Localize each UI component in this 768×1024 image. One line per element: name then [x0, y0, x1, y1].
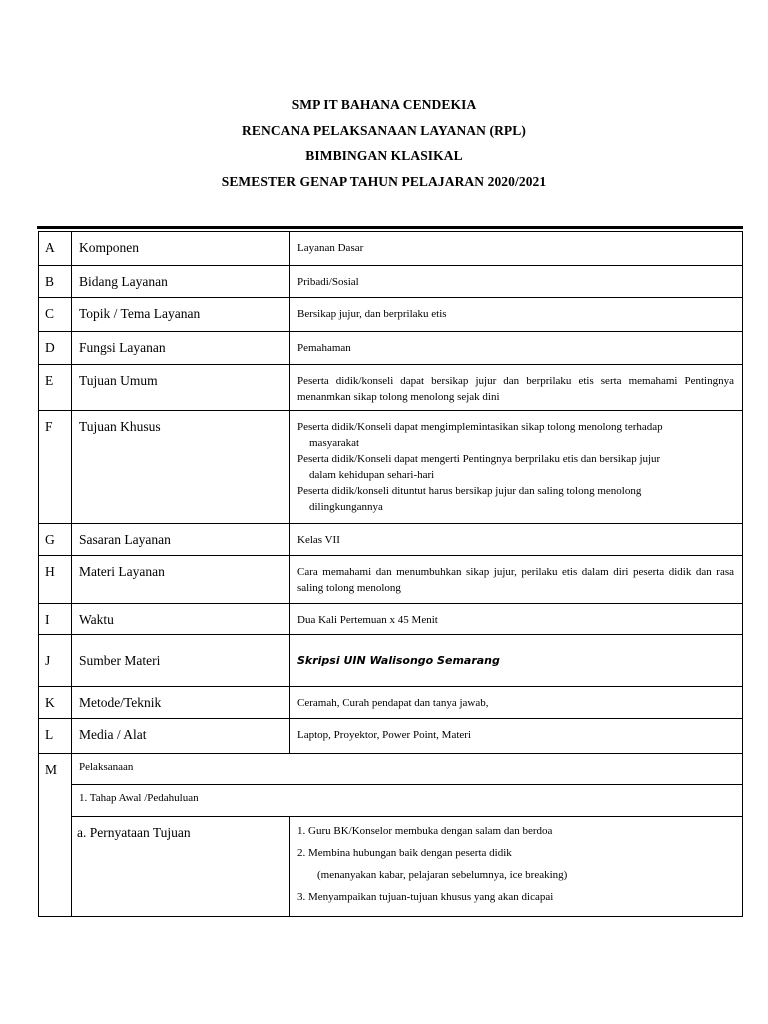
table-row: [39, 754, 743, 785]
row-value: Peserta didik/konseli dapat bersikap jujur dan berprilaku etis serta memahami Pentingnya menanmkan sikap tolong menolong sejak dini: [290, 365, 743, 411]
row-value: Pribadi/Sosial: [290, 266, 743, 298]
row-letter: E: [39, 365, 72, 411]
row-value: Pemahaman: [290, 332, 743, 365]
row-label: Waktu: [72, 604, 290, 635]
list-item: (menanyakan kabar, pelajaran sebelumnya, ice breaking): [317, 869, 568, 881]
list-item: 3. Menyampaikan tujuan-tujuan khusus yang akan dicapai: [297, 891, 554, 903]
row-letter: G: [39, 524, 72, 556]
stage-title: 1. Tahap Awal /Pedahuluan: [72, 785, 743, 817]
row-value: Bersikap jujur, dan berprilaku etis: [290, 298, 743, 332]
list-item: 2. Membina hubungan baik dengan peserta didik: [297, 847, 512, 859]
row-label: Fungsi Layanan: [72, 332, 290, 365]
table-row: [39, 719, 743, 754]
table-row: [39, 524, 743, 556]
rpl-table: [38, 231, 743, 917]
table-row: [39, 232, 743, 266]
row-letter: M: [39, 754, 72, 917]
list-item: 1. Guru BK/Konselor membuka dengan salam dan berdoa: [297, 825, 553, 837]
row-letter: F: [39, 411, 72, 524]
row-value: Cara memahami dan menumbuhkan sikap jujur, perilaku etis dalam diri peserta didik dan rasa saling tolong menolong: [290, 556, 743, 604]
row-letter: D: [39, 332, 72, 365]
row-label: Tujuan Umum: [72, 365, 290, 411]
document-title: RENCANA PELAKSANAAN LAYANAN (RPL): [242, 122, 526, 138]
table-row: [39, 556, 743, 604]
step-list: [290, 817, 743, 917]
row-label: Materi Layanan: [72, 556, 290, 604]
table-row: [39, 266, 743, 298]
semester-line: SEMESTER GENAP TAHUN PELAJARAN 2020/2021: [221, 173, 547, 189]
row-letter: A: [39, 232, 72, 266]
list-item: Peserta didik/Konseli dapat mengimplemintasikan sikap tolong menolong terhadap: [297, 421, 663, 433]
school-name: SMP IT BAHANA CENDEKIA: [291, 97, 477, 112]
table-row: [39, 332, 743, 365]
list-item: masyarakat: [309, 437, 360, 449]
row-label: Sasaran Layanan: [72, 524, 290, 556]
row-value: Skripsi UIN Walisongo Semarang: [290, 635, 743, 687]
row-label: Pelaksanaan: [72, 754, 743, 785]
table-row: [39, 604, 743, 635]
row-value: Laptop, Proyektor, Power Point, Materi: [290, 719, 743, 754]
row-label: Komponen: [72, 232, 290, 266]
row-letter: H: [39, 556, 72, 604]
row-letter: C: [39, 298, 72, 332]
row-letter: I: [39, 604, 72, 635]
list-item: Peserta didik/konseli dituntut harus bersikap jujur dan saling tolong menolong: [297, 485, 642, 497]
table-row: [39, 298, 743, 332]
table-row: [39, 411, 743, 524]
row-letter: K: [39, 687, 72, 719]
document-header: [0, 92, 768, 194]
list-item: dalam kehidupan sehari-hari: [309, 469, 435, 481]
table-row: [39, 687, 743, 719]
row-value: Layanan Dasar: [290, 232, 743, 266]
table-row: [39, 365, 743, 411]
row-letter: B: [39, 266, 72, 298]
row-label: Tujuan Khusus: [72, 411, 290, 524]
row-label: Media / Alat: [72, 719, 290, 754]
row-label: Topik / Tema Layanan: [72, 298, 290, 332]
row-label: Sumber Materi: [72, 635, 290, 687]
sub-label: a. Pernyataan Tujuan: [72, 817, 290, 917]
row-label: Metode/Teknik: [72, 687, 290, 719]
header-divider: [37, 226, 743, 229]
list-item: dilingkungannya: [309, 501, 383, 513]
table-row: [39, 785, 743, 817]
list-item: Peserta didik/Konseli dapat mengerti Pentingnya berprilaku etis dan bersikap jujur: [297, 453, 661, 465]
table-row: [39, 635, 743, 687]
row-value: Ceramah, Curah pendapat dan tanya jawab,: [290, 687, 743, 719]
row-label: Bidang Layanan: [72, 266, 290, 298]
row-letter: J: [39, 635, 72, 687]
row-value: Kelas VII: [290, 524, 743, 556]
row-letter: L: [39, 719, 72, 754]
row-value: Dua Kali Pertemuan x 45 Menit: [290, 604, 743, 635]
document-subtitle: BIMBINGAN KLASIKAL: [305, 148, 463, 163]
table-row: [39, 817, 743, 917]
row-value: [290, 411, 743, 524]
